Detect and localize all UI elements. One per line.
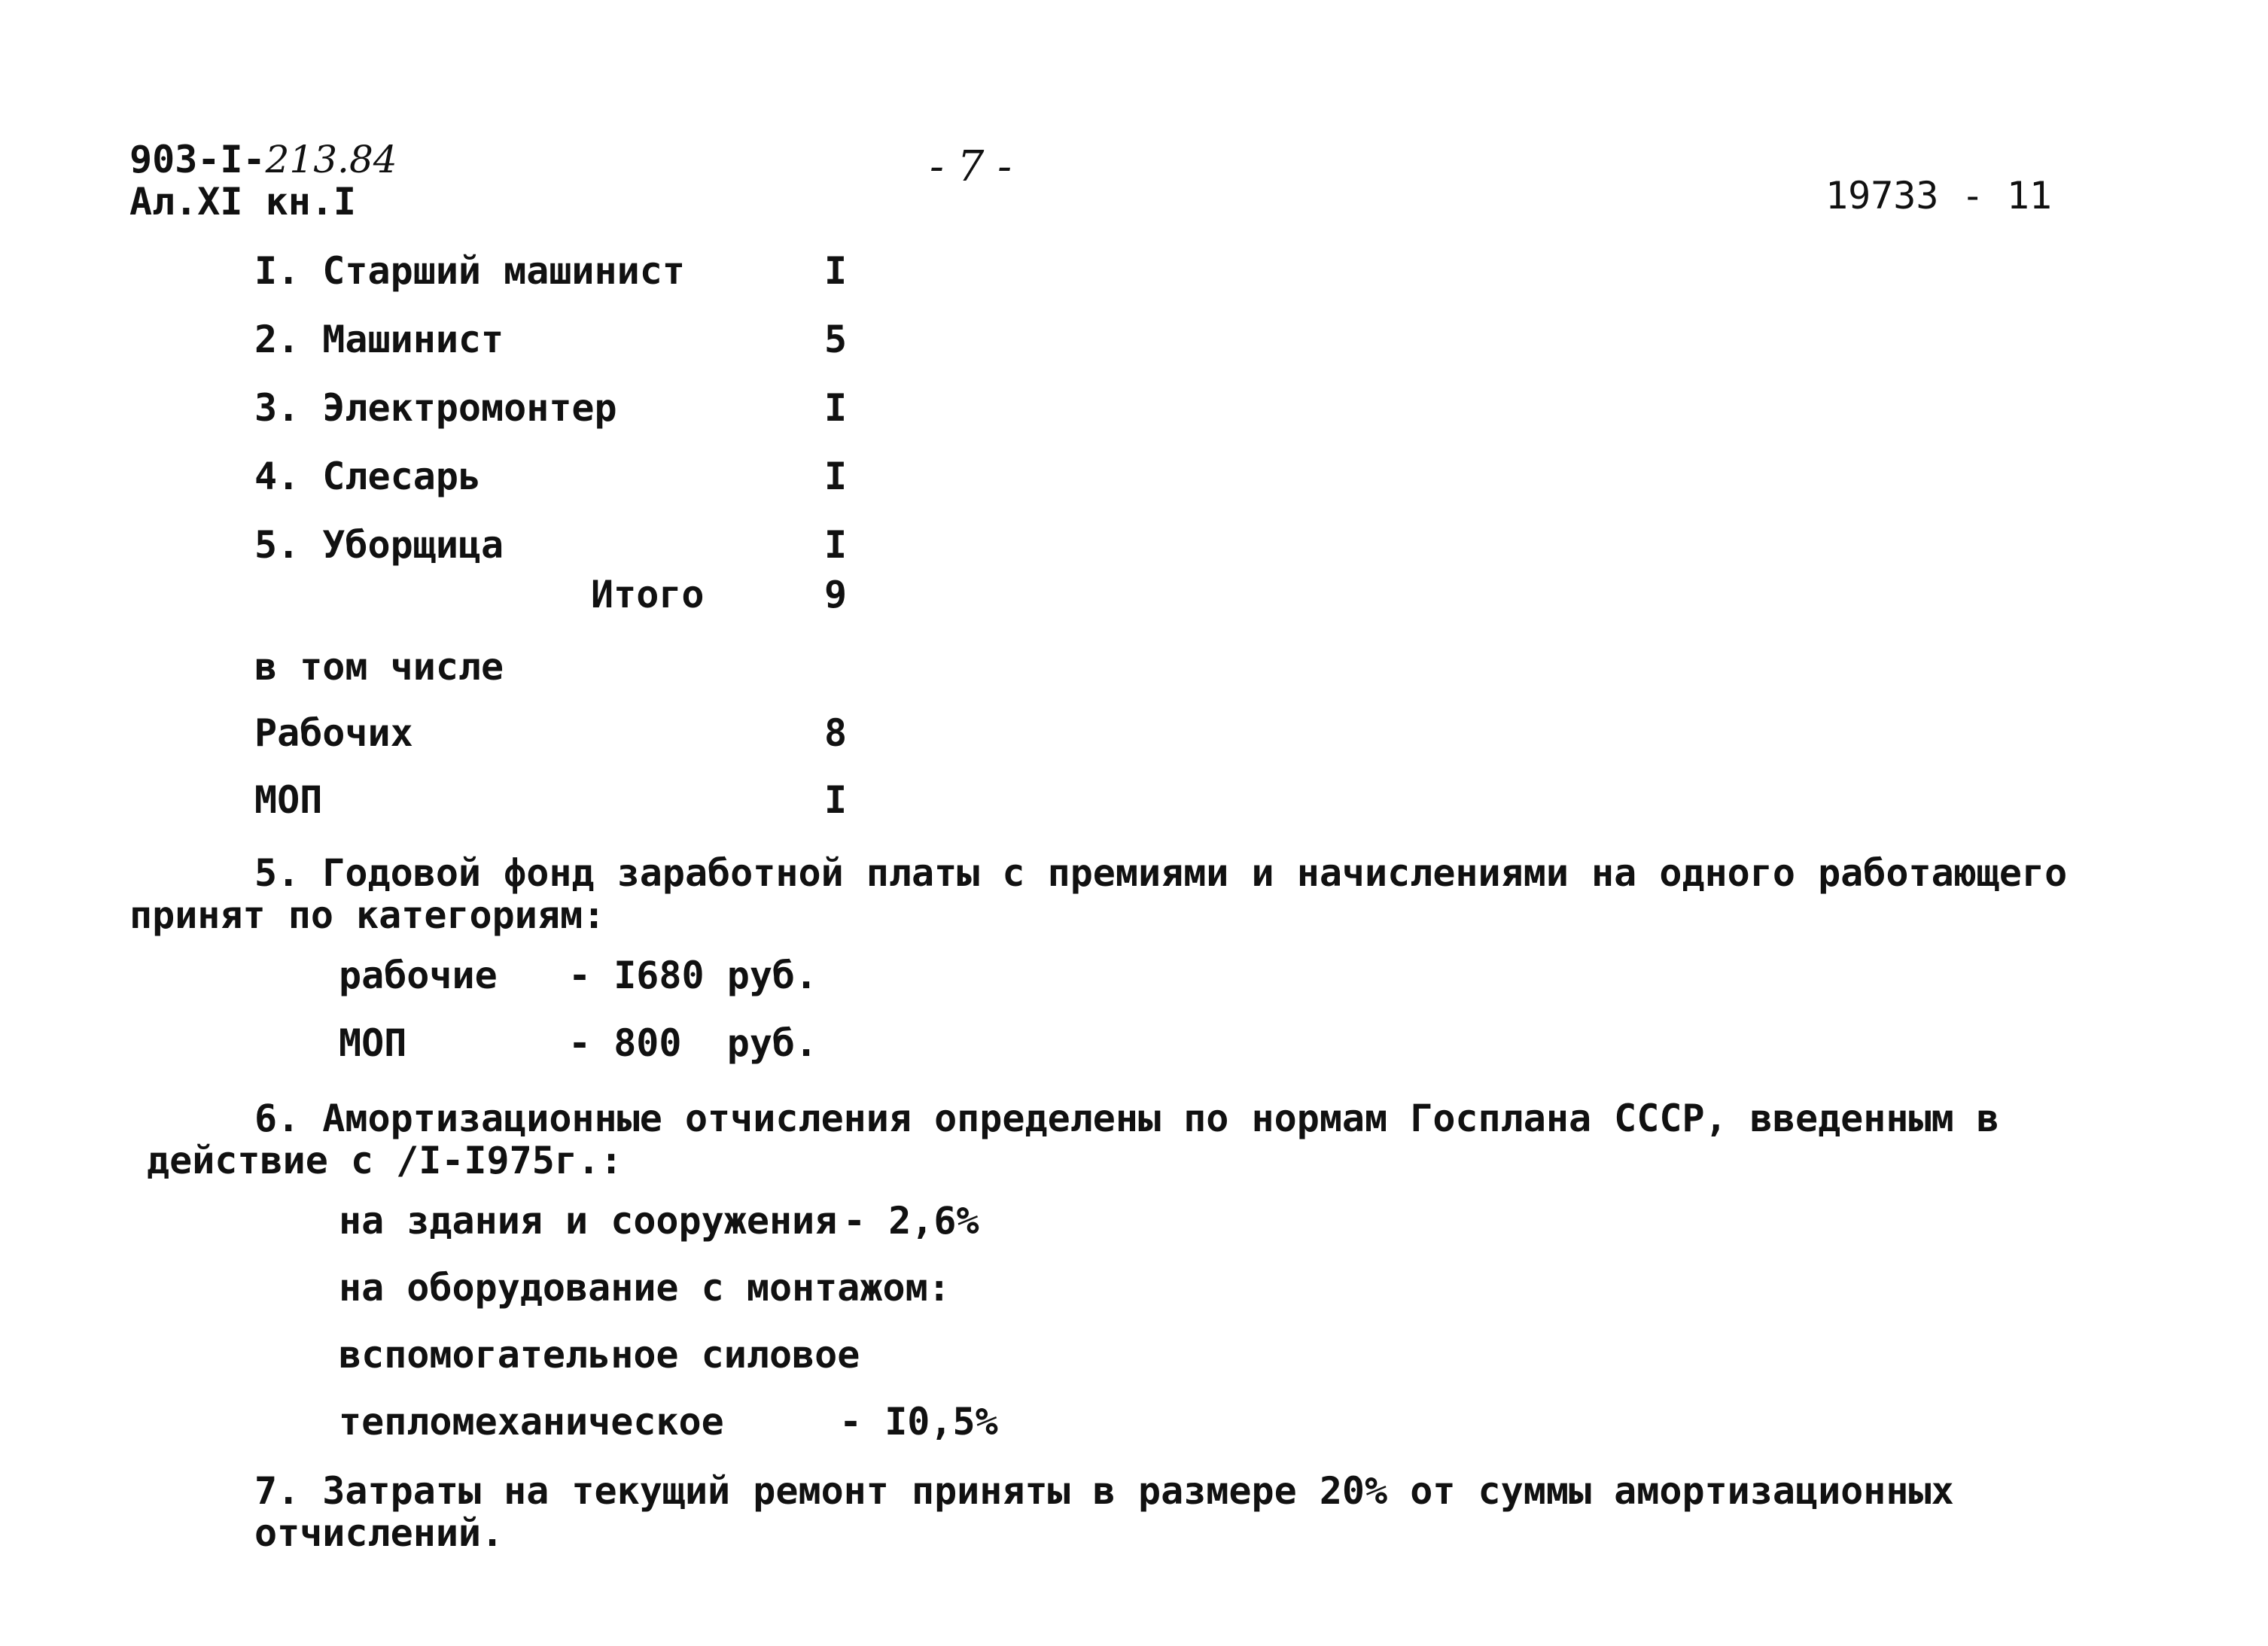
- depreciation-label: на здания и сооружения: [339, 1199, 838, 1243]
- wage-category-label: МОП: [339, 1021, 407, 1065]
- staff-item-count: 5: [824, 318, 848, 361]
- inventory-number: 19733 - 11: [1825, 174, 2053, 218]
- total-value: 9: [824, 573, 848, 616]
- staff-item-count: I: [824, 386, 848, 430]
- wage-category-value: - I680 руб.: [568, 954, 818, 997]
- workers-value: 8: [824, 711, 848, 755]
- wage-category-label: рабочие: [339, 954, 498, 997]
- doc-code-handwritten: 213.84: [265, 138, 397, 181]
- page-number: - 7 -: [930, 142, 1012, 191]
- staff-item-count: I: [824, 455, 848, 498]
- staff-item-count: I: [824, 249, 848, 293]
- depreciation-label: вспомогательное силовое: [339, 1333, 860, 1377]
- staff-item-name: 4. Слесарь: [254, 455, 482, 498]
- section-5-paragraph: 5. Годовой фонд заработной платы с премиями и начислениями на одного работающего принят по категориям:: [129, 851, 2068, 937]
- mop-value: I: [824, 778, 848, 822]
- mop-label: МОП: [254, 778, 323, 822]
- total-label: Итого: [591, 573, 705, 616]
- album-reference: Ал.XI кн.I: [129, 180, 357, 224]
- staff-item-name: 3. Электромонтер: [254, 386, 617, 430]
- section-7-paragraph: 7. Затраты на текущий ремонт приняты в размере 20% от суммы амортизационных отчислений.: [254, 1469, 1954, 1555]
- section-6-paragraph: 6. Амортизационные отчисления определены по нормам Госплана СССР, введенным в действие с /I-I975г.:: [147, 1097, 1999, 1182]
- staff-item-name: 5. Уборщица: [254, 523, 504, 567]
- workers-label: Рабочих: [254, 711, 413, 755]
- staff-item-name: I. Старший машинист: [254, 249, 685, 293]
- including-label: в том числе: [254, 645, 504, 689]
- staff-item-name: 2. Машинист: [254, 318, 504, 361]
- wage-category-value: - 800 руб.: [568, 1021, 818, 1065]
- staff-item-count: I: [824, 523, 848, 567]
- doc-code-prefix: 903-I-: [129, 138, 266, 181]
- doc-code: [129, 138, 397, 181]
- depreciation-value: - 2,6%: [843, 1199, 979, 1243]
- depreciation-label: на оборудование с монтажом:: [339, 1266, 951, 1310]
- depreciation-label: тепломеханическое: [339, 1400, 724, 1444]
- depreciation-value: - I0,5%: [839, 1400, 998, 1444]
